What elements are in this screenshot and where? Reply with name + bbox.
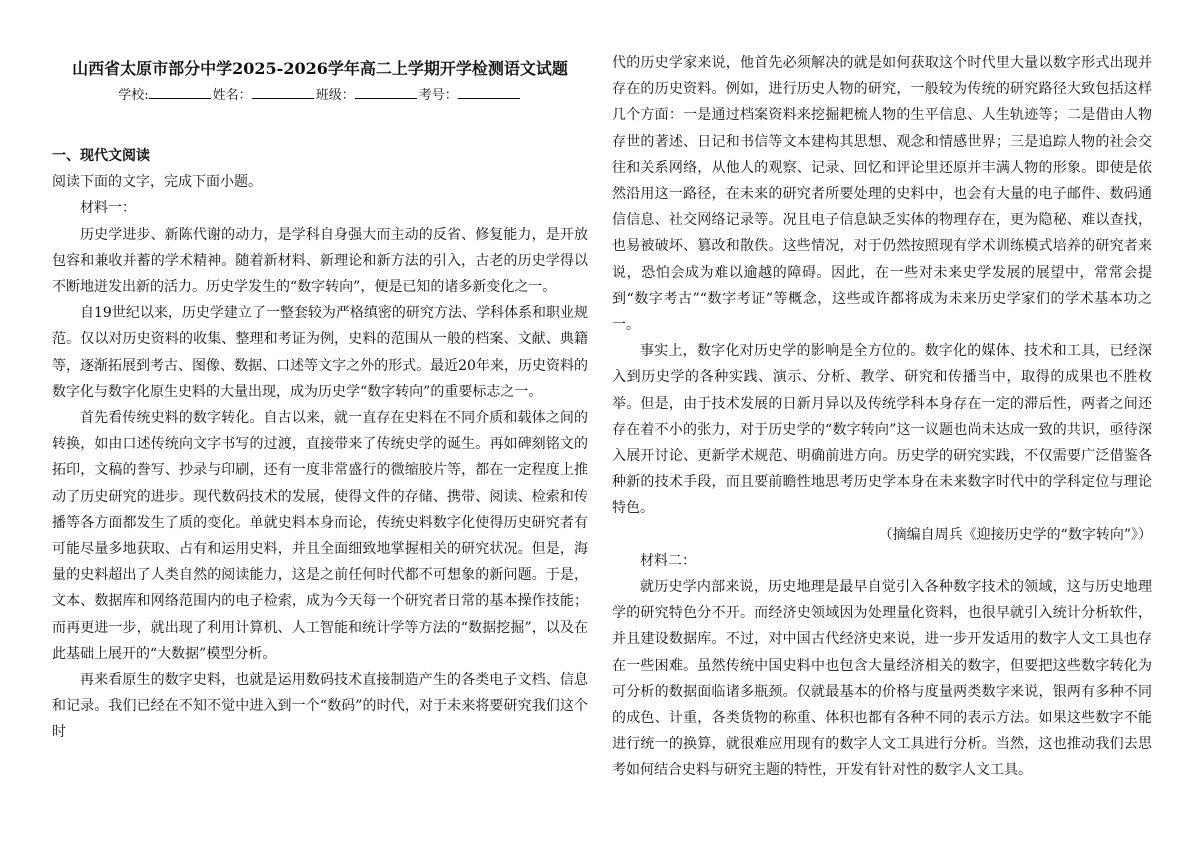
material1-source: （摘编自周兵《迎接历史学的“数字转向”》） — [878, 526, 1152, 543]
school-field[interactable]: 学校: — [118, 86, 212, 106]
left-column — [52, 0, 588, 746]
class-blank[interactable] — [355, 86, 417, 99]
material1-paragraph-2: 自19世纪以来，历史学建立了一整套较为严格缜密的研究方法、学科体系和职业规范。仅以对历史资料的收集、整理和考证为例，史料的范围从一般的档案、文献、典籍等，逐渐拓展到考古、图像、数据、口述等文字之外的形式。最近20年来，历史资料的数字化与数字化原生史料的大量出现，成为历史学“数字转向”的重要标志之一。 — [52, 305, 588, 400]
material1-label: 材料一： — [80, 200, 136, 217]
material2-paragraph-1: 就历史学内部来说，历史地理是最早自觉引入各种数字技术的领域，这与历史地理学的研究特色分不开。而经济史领域因为处理量化资料，也很早就引入统计分析软件，并且建设数据库。不过，对中国古代经济史来说，进一步开发适用的数字人文工具也存在一些困难。虽然传统中国史料中也包含大量经济相关的数字，但要把这些数字转化为可分析的数据面临诸多瓶颈。仅就最基本的价格与度量两类数字来说，银两有多种不同的成色、计重，各类货物的称重、体积也都有各种不同的表示方法。如果这些数字不能进行统一的换算，就很难应用现有的数字人文工具进行分析。当然，这也推动我们去思考如何结合史料与研究主题的特性，开发有针对性的数字人文工具。 — [612, 579, 1152, 779]
class-field[interactable]: 班级： — [316, 86, 419, 106]
name-blank[interactable] — [252, 86, 314, 99]
exam-number-blank[interactable] — [458, 86, 520, 99]
material1-paragraph-3: 首先看传统史料的数字转化。自古以来，就一直存在史料在不同介质和载体之间的转换，如由口述传统向文字书写的过渡，直接带来了传统史学的诞生。再如碑刻铭文的拓印，文稿的誊写、抄录与印刷，还有一度非常盛行的微缩胶片等，都在一定程度上推动了历史研究的进步。现代数码技术的发展，使得文件的存储、携带、阅读、检索和传播等各方面都发生了质的变化。单就史料本身而论，传统史料数字化使得历史研究者有可能尽量多地获取、占有和运用史料，并且全面细致地掌握相关的研究状况。但是，海量的史料超出了人类自然的阅读能力，这是之前任何时代都不可想象的新问题。于是，文本、数据库和网络范围内的电子检索，成为今天每一个研究者日常的基本操作技能；而再更进一步，就出现了利用计算机、人工智能和统计学等方法的“数据挖掘”，以及在此基础上展开的“大数据”模型分析。 — [52, 410, 588, 662]
material1-paragraph-1: 历史学进步、新陈代谢的动力，是学科自身强大而主动的反省、修复能力，是开放包容和兼收并蓄的学术精神。随着新材料、新理论和新方法的引入，古老的历史学得以不断地迸发出新的活力。历史学发生的“数字转向”，便是已知的诸多新变化之一。 — [52, 226, 588, 296]
student-info-line — [52, 86, 588, 106]
material2-label: 材料二： — [640, 552, 696, 569]
section-heading: 一、现代文阅读 — [52, 148, 150, 164]
material1-paragraph-4: 再来看原生的数字史料，也就是运用数码技术直接制造产生的各类电子文档、信息和记录。我们已经在不知不觉中进入到一个“数码”的时代，对于未来将要研究我们这个时 — [52, 672, 588, 741]
exam-title: 山西省太原市部分中学2025-2026学年高二上学期开学检测语文试题 — [72, 59, 568, 78]
name-field[interactable]: 姓名： — [213, 86, 316, 106]
school-blank[interactable] — [149, 86, 211, 99]
right-column — [612, 0, 1152, 784]
exam-number-field[interactable]: 考号： — [419, 86, 522, 106]
material1-paragraph-5: 事实上，数字化对历史学的影响是全方位的。数字化的媒体、技术和工具，已经深入到历史学的各种实践、演示、分析、教学、研究和传播当中，取得的成果也不胜枚举。但是，由于技术发展的日新月异以及传统学科本身存在一定的滞后性，两者之间还存在着不小的张力，对于历史学的“数字转向”这一议题也尚未达成一致的共识，亟待深入展开讨论、更新学术规范、明确前进方向。历史学的研究实践，不仅需要广泛借鉴各种新的技术手段，而且要前瞻性地思考历史学本身在未来数字时代中的学科定位与理论特色。 — [612, 343, 1152, 517]
material1-paragraph-4-continued: 代的历史学家来说，他首先必须解决的就是如何获取这个时代里大量以数字形式出现并存在的历史资料。例如，进行历史人物的研究，一般较为传统的研究路径大致包括这样几个方面：一是通过档案资料来挖掘耙梳人物的生平信息、人生轨迹等；二是借由人物存世的著述、日记和书信等文本建构其思想、观念和情感世界；三是追踪人物的社会交往和关系网络，从他人的观察、记录、回忆和评论里还原并丰满人物的形象。即使是依然沿用这一路径，在未来的研究者所要处理的史料中，也会有大量的电子邮件、数码通信信息、社交网络记录等。况且电子信息缺乏实体的物理存在，更为隐秘、难以查找，也易被破坏、篡改和散佚。这些情况，对于仍然按照现有学术训练模式培养的研究者来说，恐怕会成为难以逾越的障碍。因此，在一些对未来史学发展的展望中，常常会提到“数字考古”“数字考证”等概念，这些或许都将成为未来历史学家们的学术基本功之一。 — [612, 55, 1152, 334]
section-instruction: 阅读下面的文字，完成下面小题。 — [52, 174, 262, 191]
